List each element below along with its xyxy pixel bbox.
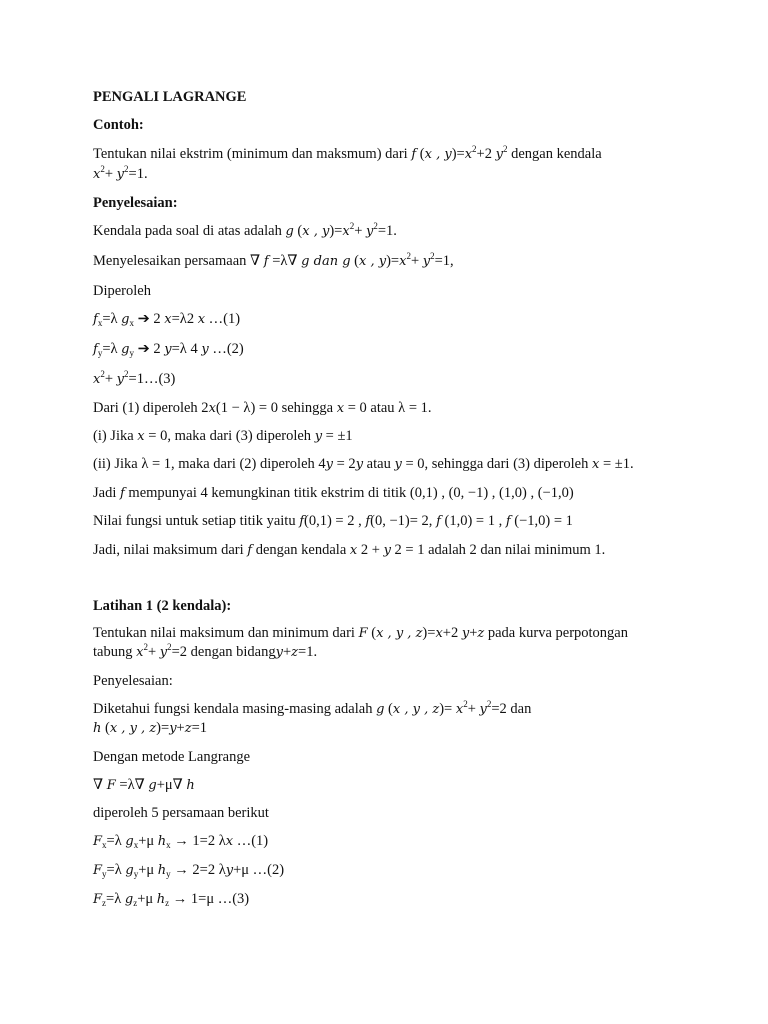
- text-line: Dengan metode Langrange: [93, 749, 251, 765]
- text-line: Kendala pada soal di atas adalah g (x , $y)=x^2+ y^2=1$.: [93, 221, 397, 239]
- text-line: Diperoleh: [93, 283, 151, 299]
- text-line: Latihan 1 (2 kendala):: [93, 598, 232, 614]
- text-line: Contoh:: [93, 117, 144, 133]
- text-line: Tentukan nilai maksimum dan minimum dari F (x , y , z)=x+2 y+z pada kurva perpotongan: [93, 625, 628, 641]
- text-line: $x^2+$ $y^2=1\dots(3)$: [93, 369, 176, 387]
- text-line: Jadi f mempunyai 4 kemungkinan titik ekstrim di titik (0,1) , (0, −1) , (1,0) , (−1,0): [93, 485, 574, 501]
- text-line: Nilai fungsi untuk setiap titik yaitu f(0,1) = 2 , f(0, −1)= 2, f (1,0) = 1 , f (−1,0) = 1: [93, 513, 573, 529]
- text-line: ∇ F =λ∇ g+μ∇ h: [93, 777, 195, 793]
- text-line: Penyelesaian:: [93, 673, 173, 689]
- text-line: (i) Jika x = 0, maka dari (3) diperoleh y = ±1: [93, 428, 353, 444]
- text-line: $f_y=\lambda$ $g_y$ ➔ 2 y=λ 4 y …(2): [93, 341, 244, 358]
- text-line: diperoleh 5 persamaan berikut: [93, 805, 269, 821]
- text-line: Menyelesaikan persamaan ∇ f =λ∇ g dan g (x , $y)=x^2+ y^2=1$,: [93, 251, 454, 269]
- text-line: Jadi, nilai maksimum dari f dengan kendala x 2 + y 2 = 1 adalah 2 dan nilai minimum 1.: [93, 542, 606, 558]
- text-line: $f_x=\lambda$ $g_x$ ➔ 2 x=λ2 x …(1): [93, 311, 241, 328]
- text-line: tabung $x^2+ y^2=2$ dengan bidangy+z=1.: [93, 642, 318, 660]
- text-line: $F_z=\lambda$ $g_z+\mu$ $h_z \to 1=\mu$ …(3): [93, 891, 250, 908]
- text-line: Dari (1) diperoleh 2x(1 − λ) = 0 sehingga x = 0 atau λ = 1.: [93, 400, 432, 416]
- document-title: PENGALI LAGRANGE: [93, 89, 247, 105]
- text-line: Diketahui fungsi kendala masing-masing adalah g (x , y , $z)= x^2+ y^2=2$ dan: [93, 699, 532, 717]
- text-line: $F_y=\lambda$ $g_y+\mu$ $h_y \to 2=2$ λy+μ …(2): [93, 862, 285, 879]
- text-line: $x^2+ y^2=1$.: [93, 164, 148, 182]
- text-line: Penyelesaian:: [93, 195, 178, 211]
- text-line: Tentukan nilai ekstrim (minimum dan maksmum) dari f (x , $y)=x^2+2$ $y^2$ dengan kendala: [93, 144, 602, 162]
- text-line: $F_x=\lambda$ $g_x+\mu$ $h_x \to 1=2$ λx …(1): [93, 833, 269, 850]
- text-line: (ii) Jika λ = 1, maka dari (2) diperoleh 4y = 2y atau y = 0, sehingga dari (3) diperoleh x = ±1.: [93, 456, 634, 472]
- text-line: h (x , y , z)=y+z=1: [93, 720, 208, 736]
